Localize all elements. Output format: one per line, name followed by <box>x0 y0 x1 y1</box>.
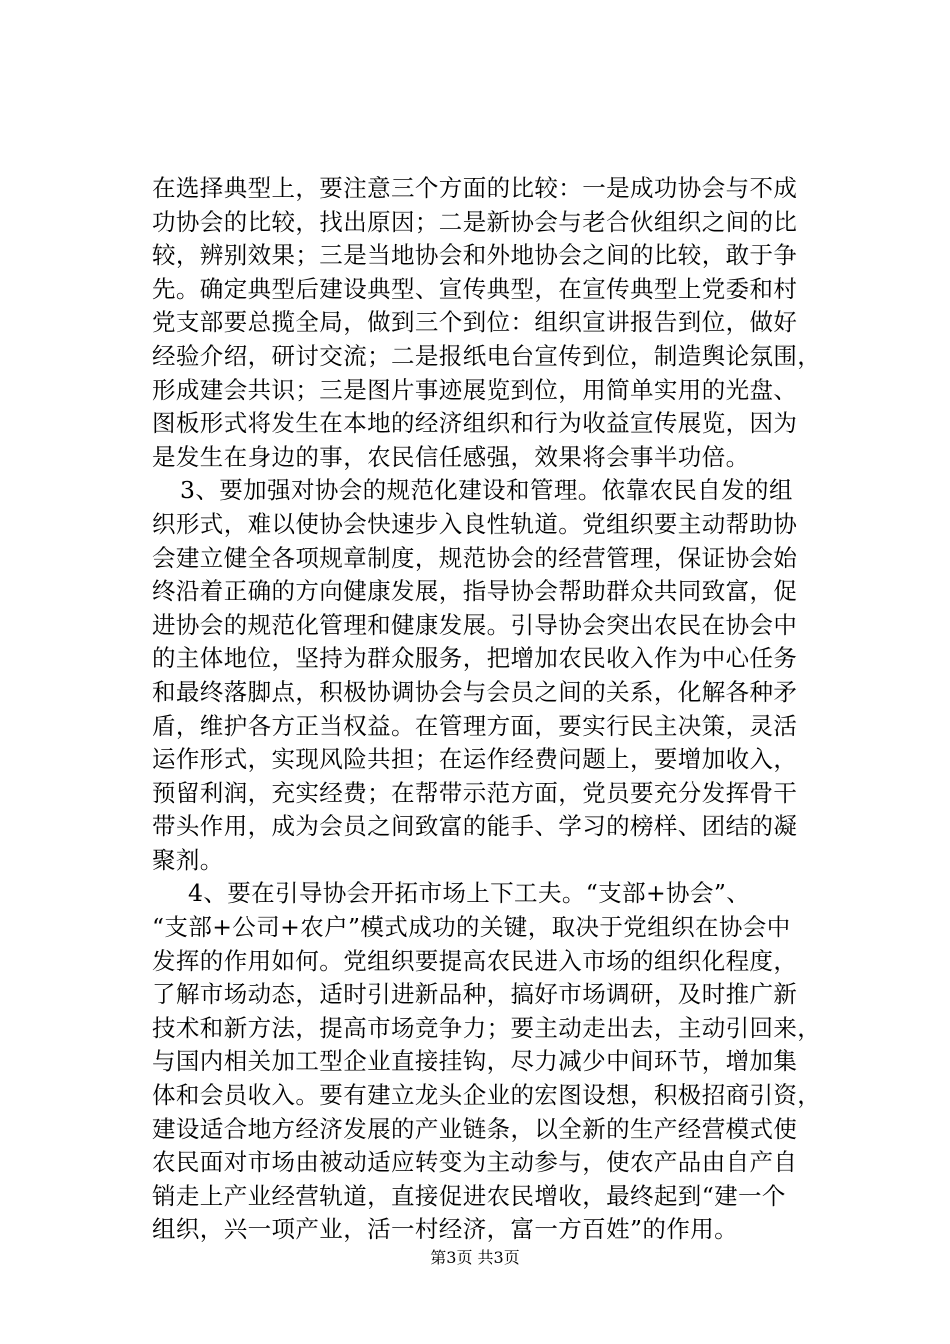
text-line: 较，辨别效果；三是当地协会和外地协会之间的比较，敢于争 <box>152 241 798 270</box>
text-line: 了解市场动态，适时引进新品种，搞好市场调研，及时推广新 <box>152 980 798 1009</box>
text-line: 技术和新方法，提高市场竞争力；要主动走出去，主动引回来， <box>152 1013 822 1042</box>
text-line: 和最终落脚点，积极协调协会与会员之间的关系，化解各种矛 <box>152 677 798 706</box>
document-body <box>152 172 852 1247</box>
page-number-footer: 第3页 共3页 <box>430 1248 520 1267</box>
paragraph-3-first-line <box>152 474 852 508</box>
text-line: 先。确定典型后建设典型、宣传典型，在宣传典型上党委和村 <box>152 274 798 303</box>
text-line: 组织，兴一项产业，活一村经济，富一方百姓”的作用。 <box>152 1215 739 1244</box>
text-line: 形成建会共识；三是图片事迹展览到位，用简单实用的光盘、 <box>152 375 798 404</box>
text-line: 进协会的规范化管理和健康发展。引导协会突出农民在协会中 <box>152 610 798 639</box>
text-line: 3、要加强对协会的规范化建设和管理。依靠农民自发的组 <box>180 476 793 505</box>
text-line: 运作形式，实现风险共担；在运作经费问题上，要增加收入， <box>152 745 798 774</box>
text-line: 发挥的作用如何。党组织要提高农民进入市场的组织化程度， <box>152 946 798 975</box>
text-line: 是发生在身边的事，农民信任感强，效果将会事半功倍。 <box>152 442 750 471</box>
text-line: 建设适合地方经济发展的产业链条，以全新的生产经营模式使 <box>152 1114 798 1143</box>
text-line: “支部+公司+农户”模式成功的关键，取决于党组织在协会中 <box>152 913 791 942</box>
text-line: 图板形式将发生在本地的经济组织和行为收益宣传展览，因为 <box>152 409 798 438</box>
text-line: 党支部要总揽全局，做到三个到位：组织宣讲报告到位，做好 <box>152 308 798 337</box>
text-line: 预留利润，充实经费；在帮带示范方面，党员要充分发挥骨干 <box>152 778 798 807</box>
text-line: 聚剂。 <box>152 845 224 874</box>
paragraph-4-first-line <box>152 877 852 911</box>
text-line: 销走上产业经营轨道，直接促进农民增收，最终起到“建一个 <box>152 1181 786 1210</box>
text-line: 织形式，难以使协会快速步入良性轨道。党组织要主动帮助协 <box>152 509 798 538</box>
text-line: 会建立健全各项规章制度，规范协会的经营管理，保证协会始 <box>152 543 798 572</box>
text-line: 农民面对市场由被动适应转变为主动参与，使农产品由自产自 <box>152 1148 798 1177</box>
text-line: 盾，维护各方正当权益。在管理方面，要实行民主决策，灵活 <box>152 711 798 740</box>
text-line: 终沿着正确的方向健康发展，指导协会帮助群众共同致富，促 <box>152 577 798 606</box>
text-line: 与国内相关加工型企业直接挂钩，尽力减少中间环节，增加集 <box>152 1047 798 1076</box>
text-line: 的主体地位，坚持为群众服务，把增加农民收入作为中心任务 <box>152 644 798 673</box>
text-line: 带头作用，成为会员之间致富的能手、学习的榜样、团结的凝 <box>152 812 798 841</box>
text-line: 经验介绍，研讨交流；二是报纸电台宣传到位，制造舆论氛围， <box>152 341 822 370</box>
text-line: 在选择典型上，要注意三个方面的比较：一是成功协会与不成 <box>152 174 798 202</box>
text-line: 4、要在引导协会开拓市场上下工夫。“支部+协会”、 <box>188 879 751 908</box>
text-line: 体和会员收入。要有建立龙头企业的宏图设想，积极招商引资， <box>152 1081 822 1110</box>
text-line: 功协会的比较，找出原因；二是新协会与老合伙组织之间的比 <box>152 207 798 236</box>
